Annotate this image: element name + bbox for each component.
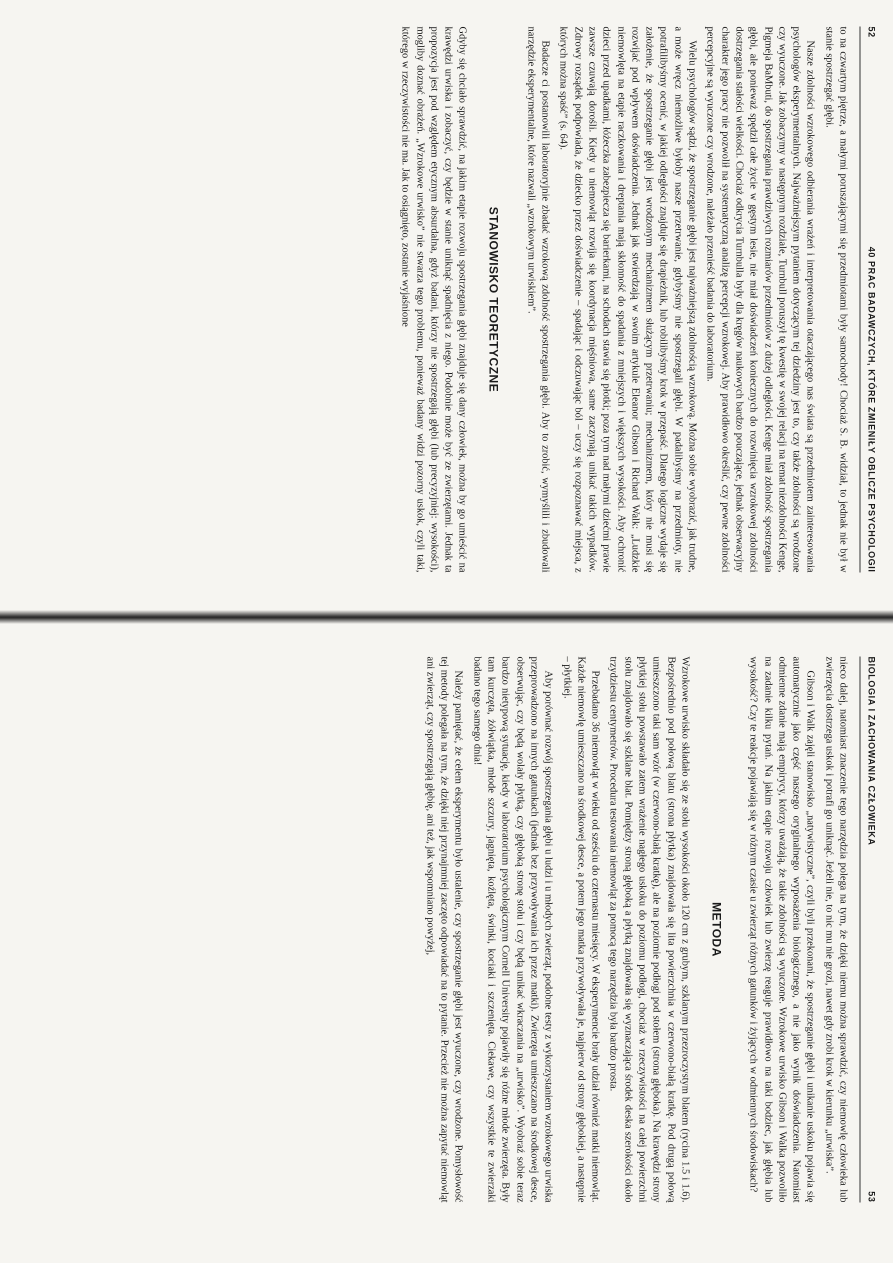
section-heading: STANOWISKO TEORETYCZNE — [486, 206, 501, 393]
paragraph: Należy pamiętać, że celem eksperymentu było ustalenie, czy spostrzeganie głębi jest wyuczone, czy wrodzone. Pomysłowość tej metody polegała na tym, że dzięki niej przynajmniej zaczęto odpowiadać na to pytanie. Przecież nie można zapytać niemowląt ani zwierząt, czy spostrzegają głębię, ani też, jak wspomniano powyżej, — [424, 656, 464, 1203]
running-header — [860, 27, 883, 573]
running-head: BIOLOGIA I ZACHOWANIA CZŁOWIEKA — [866, 656, 877, 846]
section-heading: METODA — [709, 902, 724, 957]
page-53 — [0, 630, 893, 1230]
paragraph: Nasze zdolności wzrokowego odbierania wrażeń i interpretowania otaczającego nas świata są przedmiotem zainteresowania psychologów eksperymentalnych. Najważniejszym pytaniem dotyczącym tej dziedziny jest to, czy także zdolności są wrodzone czy wyuczone. Jak zobaczymy w następnym rozdziale, Turnbull poruszył tę kwestię w swojej relacji na temat niezdolności Kenge, Pigmeja BaMbuti, do spostrzegania prawdziwych rozmiarów przedmiotów z dużej odległości. Kenge miał zdolność spostrzegania głębi, ale ponieważ spędził całe życie w gęstym lesie, nie miał doświadczeń koniecznych do rozwinięcia wzrokowej zdolności dostrzegania stałości wielkości. Chociaż odkrycia Turnbulla były dla kręgów naukowych bardzo pouczające, jednak obserwacyjny charakter jego pracy nie pozwolił na systematyczną analizę percepcji wzrokowej. Aby prawidłowo określić, czy pewne zdolności percepcyjne są wyuczone czy wrodzone, należało przenieść badania do laboratorium. — [704, 26, 816, 573]
paragraph: Gdyby się chciało sprawdzić, na jakim etapie rozwoju spostrzegania głębi znajduje się dany człowiek, można by go umieścić na krawędzi urwiska i zobaczyć, czy będzie w stanie uniknąć spadnięcia z niego. Podobnie może być ze zwierzętami. Jednak ta propozycja jest pod względem etycznym absurdalna, gdyż badani, którzy nie spostrzegają głębi (lub precyzyjniej: wysokości), mogliby doznać obrażeń. „Wzrokowe urwisko” nie stwarza tego problemu, ponieważ badany widzi pozorny uskok, czyli taki, którego w rzeczywistości nie ma. Jak to osiągnięto, zostanie wyjaśnione — [399, 26, 468, 573]
page-number: 53 — [866, 1191, 877, 1203]
paragraph: Gibson i Walk zajęli stanowisko „natywistyczne”, czyli byli przekonani, że spostrzeganie głębi i unikanie uskoku pojawia się automatycznie jako część naszego oryginalnego wyposażenia biologicznego, a nie jako wynik doświadczenia. Natomiast odmienne zdanie mają empirycy, którzy uważają, że takie zdolności są wyuczone. Wzrokowe urwisko Gibson i Walka pozwoliło na zadanie kilku pytań. Na jakim etapie rozwoju człowiek lub zwierzę reaguje prawidłowo na taki bodziec, jak głębia lub wysokość? Czy te reakcje pojawiają się w różnym czasie u zwierząt różnych gatunków i żyjących w odmiennych środowiskach? — [747, 656, 816, 1203]
page-53-content — [0, 635, 893, 1225]
paragraph: Przebadano 36 niemowląt w wieku od sześciu do czternastu miesięcy. W eksperymencie brały udział również matki niemowląt. Każde niemowlę umieszczano na środkowej desce, a potem jego matka przywoływała je, najpierw od strony głębokiej, a następnie – płytkiej. — [561, 656, 601, 1203]
page-spread-gutter — [0, 610, 893, 624]
page-52 — [0, 0, 893, 600]
page-number: 52 — [866, 26, 877, 38]
page-52-content — [0, 5, 893, 595]
paragraph: Badacze ci postanowili laboratoryjnie zbadać wzrokową zdolność spostrzegania głębi. Aby to zrobić, wymyślili i zbudowali narzędzie eksperymentalne, które nazwali „wzrokowym urwiskiem”. — [525, 26, 551, 573]
paragraph: Wielu psychologów sądzi, że spostrzeganie głębi jest najważniejszą zdolnością wzrokową. Można sobie wyobrazić, jak trudne, a może wręcz niemożliwe byłoby nasze przetrwanie, gdybyśmy nie spostrzegali głębi. W padalibyśmy na przedmioty, nie potrafilibyśmy ocenić, w jakiej odległości znajduje się drapieżnik, lub robilibyśmy krok w przepaść. Dlatego logiczne wydaje się założenie, że spostrzeganie głębi jest wrodzonym mechanizmem służącym przetrwaniu; mechanizmem, który nie musi się rozwijać pod wpływem doświadczenia. Jednak jak stwierdzają w swoim artykule Eleanor Gibson i Richard Walk: „Ludzkie niemowlęta na etapie raczkowania i dreptania mają skłonność do spadania z mniejszych i większych wysokości. Aby ochronić dzieci przed upadkami, łóżeczka zabezpiecza się barierkami, na schodach stawia się płotki; poza tym nad małymi dziećmi prawie zawsze czuwają dorośli. Kiedy u niemowląt rozwija się koordynacja mięśniowa, same zaczynają unikać takich wypadków. Zdrowy rozsądek podpowiada, że dziecko przez doświadczenie – spadając i odczuwając ból – uczy się rozpoznawać miejsca, z których można spaść” (s. 64). — [557, 26, 698, 573]
running-head: 40 PRAC BADAWCZYCH, KTÓRE ZMIENIŁY OBLICZE PSYCHOLOGII — [866, 246, 877, 573]
running-header — [860, 657, 883, 1203]
paragraph: nieco dalej, natomiast znaczenie tego narzędzia polega na tym, że dzięki niemu można sprawdzić, czy niemowlę człowieka lub zwierzęcia dostrzega uskok i potrafi go uniknąć. Jeżeli nie, to nic mu nie grozi, nawet gdy zrobi krok w kierunku „urwiska”. — [823, 656, 849, 1203]
paragraph: Wzrokowe urwisko składało się ze stołu wysokości około 120 cm z grubym, szklanym przezroczystym blatem (rycina 1.5 i 1.6). Bezpośrednio pod połową blatu (strona płytka) znajdowała się lita powierzchnia w czerwono-białą kratkę. Pod drugą połową umieszczono taki sam wzór (w czerwono-białą kratkę), ale na poziomie podłogi pod stołem (strona głęboka). Na krawędzi strony płytkiej stołu powstawało zatem wrażenie nagłego uskoku do poziomu podłogi, chociaż w rzeczywistości na całej powierzchni stołu znajdowało się szklane blat. Pomiędzy stroną głęboką a płytką znajdowała się wyznaczająca środek deska szerokości około trzydziestu centymetrów. Procedura testowania niemowląt za pomocą tego narzędzia była bardzo prosta. — [607, 656, 691, 1203]
paragraph: to na czwartym piętrze, a małymi poruszającymi się przedmiotami były samochody! Chociaż S. B. widział, to jednak nie był w stanie spostrzegać głębi. — [823, 26, 849, 573]
paragraph: Aby porównać rozwój spostrzegania głębi u ludzi i u młodych zwierząt, podobne testy z wykorzystaniem wzrokowego urwiska przeprowadzono na innych gatunkach (jednak bez przywoływania ich przez matki). Zwierzęta umieszczano na środkowej desce, obserwując, czy będą wolały płytką, czy głęboką stronę stołu i czy będą unikać wkraczania na „urwisko”. Wyobraź sobie teraz bardzo nietypową sytuację, kiedy w laboratorium psychologicznym Cornell University pojawiły się różne młode zwierzęta. Były tam kurczęta, żółwiątka, młode szczury, jagnięta, koźlęta, świnki, kociaki i szczenięta. Ciekawe, czy wszystkie te zwierzaki badano tego samego dnia! — [471, 656, 554, 1203]
